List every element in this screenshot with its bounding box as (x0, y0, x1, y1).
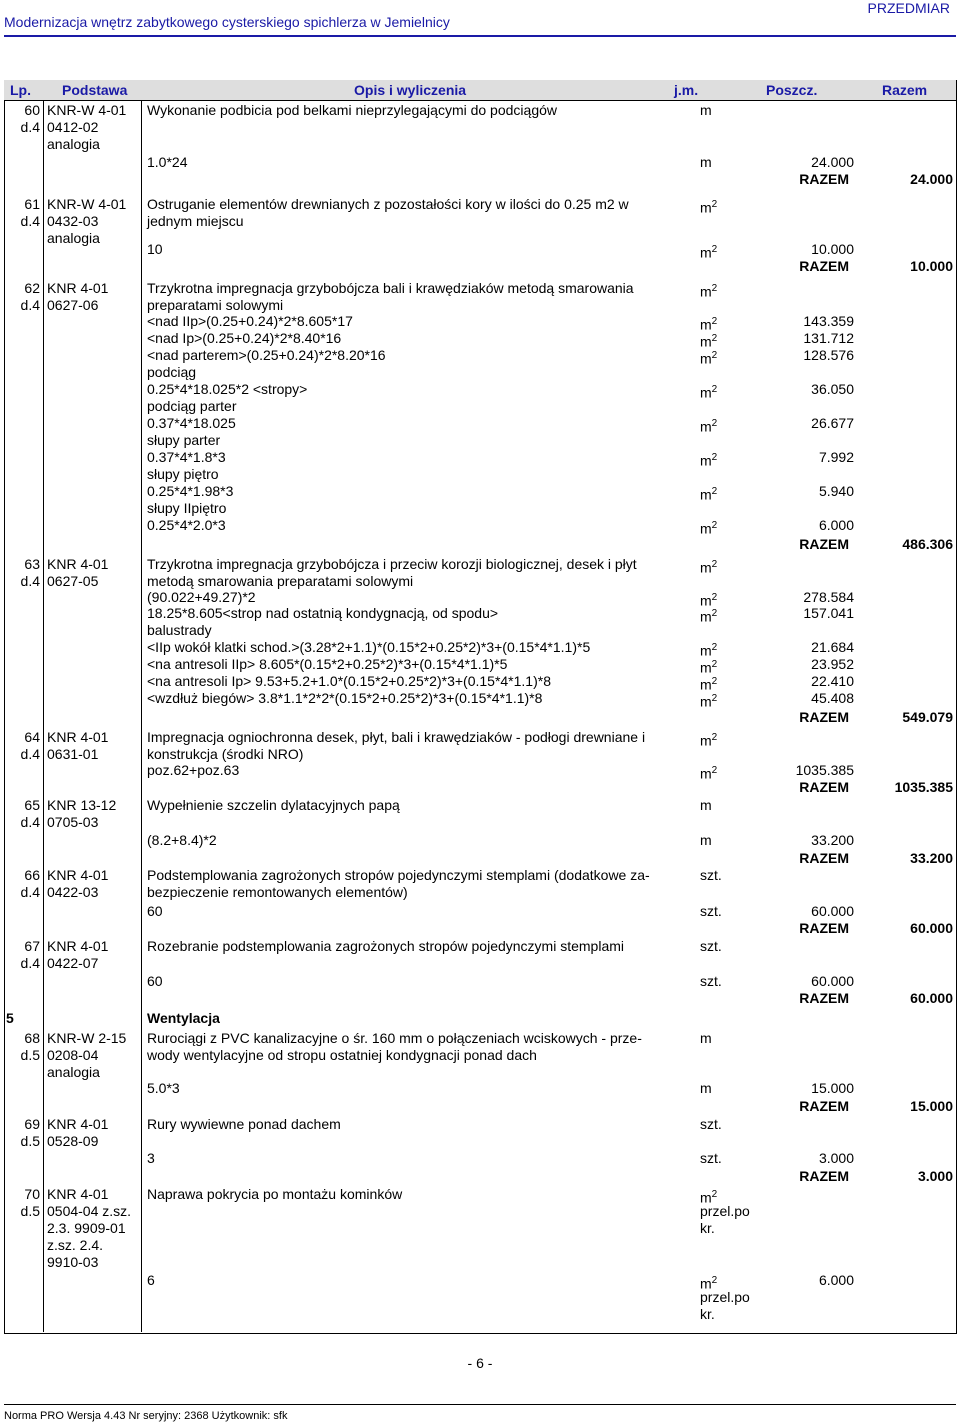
calc-value: 45.408 (811, 690, 854, 706)
item-code: KNR 4-01 (47, 1116, 109, 1132)
calc-line: podciąg (147, 364, 197, 380)
item-code: 0627-05 (47, 573, 99, 589)
item-code: KNR 4-01 (47, 556, 109, 572)
col-poszcz: Poszcz. (766, 82, 818, 98)
item-code: z.sz. 2.4. (47, 1237, 104, 1253)
item-description: Rurociągi z PVC kanalizacyjne o śr. 160 mm o połączeniach wciskowych - prze- (147, 1030, 642, 1046)
razem-label: RAZEM (799, 536, 849, 552)
razem-label: RAZEM (799, 779, 849, 795)
item-code: analogia (47, 136, 100, 152)
calc-unit: $m^2$ (700, 693, 718, 710)
calc-value: 60.000 (811, 973, 854, 989)
item-unit: kr. (700, 1220, 715, 1236)
razem-label: RAZEM (799, 1098, 849, 1114)
razem-label: RAZEM (799, 920, 849, 936)
item-code: 0208-04 (47, 1047, 99, 1063)
calc-unit: $m^2$ (700, 452, 718, 469)
item-description: Wykonanie podbicia pod belkami nieprzylegającymi do podciągów (147, 102, 557, 118)
item-code: analogia (47, 230, 100, 246)
calc-value: 10.000 (811, 241, 854, 257)
item-number: 61 (24, 196, 40, 212)
calc-line: 0.37*4*1.8*3 (147, 449, 226, 465)
calc-unit: $m^2$ (700, 316, 718, 333)
item-unit: szt. (700, 938, 722, 954)
razem-value: 549.079 (902, 709, 953, 725)
calc-value: 15.000 (811, 1080, 854, 1096)
calc-value: 24.000 (811, 154, 854, 170)
calc-unit: $m^2$ (700, 765, 718, 782)
item-number: 67 (24, 938, 40, 954)
item-chapter: d.4 (20, 297, 40, 313)
item-number: 68 (24, 1030, 40, 1046)
item-code: 0627-06 (47, 297, 99, 313)
calc-line: 18.25*8.605<strop nad ostatnią kondygnacją, od spodu> (147, 605, 499, 621)
col-opis: Opis i wyliczenia (354, 82, 467, 98)
calc-unit: $m^2$ (700, 608, 718, 625)
calc-line: 3 (147, 1150, 155, 1166)
item-code: 0504-04 z.sz. (47, 1203, 132, 1219)
razem-label: RAZEM (799, 850, 849, 866)
header-divider (4, 35, 956, 37)
calc-unit: m (700, 832, 712, 848)
calc-line: podciąg parter (147, 398, 237, 414)
razem-label: RAZEM (799, 258, 849, 274)
calc-line: 0.25*4*2.0*3 (147, 517, 226, 533)
calc-line: <nad Ip>(0.25+0.24)*2*8.40*16 (147, 330, 342, 346)
calc-unit: szt. (700, 973, 722, 989)
razem-value: 60.000 (910, 920, 953, 936)
item-code: KNR 4-01 (47, 729, 109, 745)
calc-value: 278.584 (803, 589, 854, 605)
item-code: KNR-W 4-01 (47, 102, 127, 118)
razem-value: 15.000 (910, 1098, 953, 1114)
razem-label: RAZEM (799, 709, 849, 725)
item-chapter: d.4 (20, 213, 40, 229)
item-code: KNR 4-01 (47, 1186, 109, 1202)
item-chapter: d.5 (20, 1133, 40, 1149)
item-description: konstrukcja (środki NRO) (147, 746, 304, 762)
item-unit: przel.po (700, 1203, 750, 1219)
razem-value: 60.000 (910, 990, 953, 1006)
calc-value: 3.000 (818, 1150, 854, 1166)
item-number: 70 (24, 1186, 40, 1202)
calc-line: 0.25*4*1.98*3 (147, 483, 234, 499)
calc-value: 36.050 (811, 381, 854, 397)
item-chapter: d.5 (20, 1203, 40, 1219)
calc-value: 6.000 (818, 1272, 854, 1288)
item-description: Naprawa pokrycia po montażu kominków (147, 1186, 403, 1202)
calc-line: poz.62+poz.63 (147, 762, 240, 778)
page-number: - 6 - (467, 1355, 493, 1371)
calc-unit: szt. (700, 903, 722, 919)
table-header (4, 80, 956, 101)
item-code: analogia (47, 1064, 100, 1080)
calc-unit: $m^2$ (700, 676, 718, 693)
item-unit: szt. (700, 867, 722, 883)
calc-unit: $m^2$ (700, 592, 718, 609)
calc-unit: $m^2$ (700, 659, 718, 676)
calc-value: 23.952 (811, 656, 854, 672)
item-unit: $m^2$ (700, 732, 718, 749)
item-code: 0631-01 (47, 746, 99, 762)
calc-line: (90.022+49.27)*2 (147, 589, 256, 605)
item-chapter: d.4 (20, 814, 40, 830)
calc-line: <na antresoli IIp> 8.605*(0.15*2+0.25*2)*3+(0.15*4*1.1)*5 (147, 656, 508, 672)
calc-unit: $m^2$ (700, 333, 718, 350)
item-description: Ostruganie elementów drewnianych z pozostałości kory w ilości do 0.25 m2 w (147, 196, 629, 212)
calc-line: <wzdłuż biegów> 3.8*1.1*2*2*(0.15*2+0.25*2)*3+(0.15*4*1.1)*8 (147, 690, 543, 706)
item-chapter: d.4 (20, 573, 40, 589)
col-divider (43, 100, 44, 1332)
calc-line: <nad IIp>(0.25+0.24)*2*8.605*17 (147, 313, 353, 329)
calc-value: 60.000 (811, 903, 854, 919)
calc-line: słupy IIpiętro (147, 500, 227, 516)
calc-value: 6.000 (818, 517, 854, 533)
razem-value: 486.306 (902, 536, 953, 552)
item-description: bezpieczenie remontowanych elementów) (147, 884, 408, 900)
calc-line: 0.37*4*18.025 (147, 415, 236, 431)
project-title: Modernizacja wnętrz zabytkowego cysterskiego spichlerza w Jemielnicy (4, 14, 450, 30)
razem-value: 1035.385 (894, 779, 953, 795)
calc-unit: przel.po (700, 1289, 750, 1305)
razem-value: 33.200 (910, 850, 953, 866)
item-description: metodą smarowania preparatami solowymi (147, 573, 414, 589)
item-description: Rozebranie podstemplowania zagrożonych stropów pojedynczymi stemplami (147, 938, 625, 954)
item-number: 62 (24, 280, 40, 296)
item-code: 0412-02 (47, 119, 99, 135)
section-title: Wentylacja (147, 1010, 220, 1026)
item-code: KNR 4-01 (47, 280, 109, 296)
item-description: preparatami solowymi (147, 297, 284, 313)
calc-value: 21.684 (811, 639, 854, 655)
item-code: KNR-W 4-01 (47, 196, 127, 212)
calc-value: 131.712 (803, 330, 854, 346)
item-description: Trzykrotna impregnacja grzybobójcza bali i krawędziaków metodą smarowania (147, 280, 634, 296)
calc-value: 157.041 (803, 605, 854, 621)
calc-value: 128.576 (803, 347, 854, 363)
calc-unit: kr. (700, 1306, 715, 1322)
item-code: 0422-07 (47, 955, 99, 971)
razem-label: RAZEM (799, 990, 849, 1006)
item-chapter: d.4 (20, 119, 40, 135)
item-code: 9910-03 (47, 1254, 99, 1270)
item-description: Trzykrotna impregnacja grzybobójcza i przeciw korozji biologicznej, desek i płyt (147, 556, 637, 572)
item-code: KNR-W 2-15 (47, 1030, 127, 1046)
item-unit: $m^2$ (700, 1189, 718, 1206)
item-code: KNR 4-01 (47, 867, 109, 883)
item-code: KNR 4-01 (47, 938, 109, 954)
calc-line: <IIp wokół klatki schod.>(3.28*2+1.1)*(0.15*2+0.25*2)*3+(0.15*4*1.1)*5 (147, 639, 591, 655)
calc-line: 0.25*4*18.025*2 <stropy> (147, 381, 308, 397)
item-code: 0705-03 (47, 814, 99, 830)
calc-unit: m (700, 1080, 712, 1096)
calc-line: 5.0*3 (147, 1080, 180, 1096)
calc-line: 60 (147, 973, 163, 989)
razem-label: RAZEM (799, 1168, 849, 1184)
calc-line: 1.0*24 (147, 154, 188, 170)
calc-unit: $m^2$ (700, 520, 718, 537)
item-description: wody wentylacyjne od stropu ostatniej kondygnacji ponad dach (147, 1047, 537, 1063)
item-number: 60 (24, 102, 40, 118)
calc-value: 143.359 (803, 313, 854, 329)
calc-unit: $m^2$ (700, 244, 718, 261)
item-code: 2.3. 9909-01 (47, 1220, 126, 1236)
item-number: 63 (24, 556, 40, 572)
col-jm: j.m. (674, 82, 699, 98)
item-description: Impregnacja ogniochronna desek, płyt, bali i krawędziaków - podłogi drewniane i (147, 729, 646, 745)
item-unit: $m^2$ (700, 283, 718, 300)
calc-value: 22.410 (811, 673, 854, 689)
calc-unit: $m^2$ (700, 418, 718, 435)
razem-label: RAZEM (799, 171, 849, 187)
col-podstawa: Podstawa (62, 82, 128, 98)
calc-line: słupy parter (147, 432, 221, 448)
calc-unit: szt. (700, 1150, 722, 1166)
item-unit: m (700, 1030, 712, 1046)
item-code: 0432-03 (47, 213, 99, 229)
item-unit: $m^2$ (700, 199, 718, 216)
calc-value: 26.677 (811, 415, 854, 431)
razem-value: 3.000 (917, 1168, 953, 1184)
razem-value: 10.000 (910, 258, 953, 274)
item-description: jednym miejscu (147, 213, 244, 229)
page-header (4, 0, 956, 36)
calc-value: 7.992 (818, 449, 854, 465)
calc-value: 5.940 (818, 483, 854, 499)
calc-unit: m (700, 154, 712, 170)
calc-line: (8.2+8.4)*2 (147, 832, 217, 848)
item-number: 64 (24, 729, 40, 745)
calc-line: 60 (147, 903, 163, 919)
calc-line: <na antresoli Ip> 9.53+5.2+1.0*(0.15*2+0.25*2)*3+(0.15*4*1.1)*8 (147, 673, 551, 689)
col-divider (141, 100, 142, 1332)
calc-line: balustrady (147, 622, 212, 638)
calc-line: 6 (147, 1272, 155, 1288)
calc-value: 33.200 (811, 832, 854, 848)
item-description: Podstemplowania zagrożonych stropów pojedynczymi stemplami (dodatkowe za- (147, 867, 650, 883)
document-type: PRZEDMIAR (867, 0, 950, 16)
item-chapter: d.4 (20, 884, 40, 900)
razem-value: 24.000 (910, 171, 953, 187)
calc-unit: $m^2$ (700, 350, 718, 367)
calc-line: <nad parterem>(0.25+0.24)*2*8.20*16 (147, 347, 386, 363)
calc-unit: $m^2$ (700, 384, 718, 401)
calc-value: 1035.385 (795, 762, 854, 778)
calc-line: 10 (147, 241, 163, 257)
item-number: 69 (24, 1116, 40, 1132)
col-lp: Lp. (10, 82, 31, 98)
item-chapter: d.4 (20, 746, 40, 762)
item-description: Wypełnienie szczelin dylatacyjnych papą (147, 797, 400, 813)
footer: Norma PRO Wersja 4.43 Nr seryjny: 2368 Użytkownik: sfk (4, 1404, 956, 1422)
item-chapter: d.4 (20, 955, 40, 971)
item-code: 0528-09 (47, 1133, 99, 1149)
item-unit: m (700, 797, 712, 813)
item-chapter: d.5 (20, 1047, 40, 1063)
section-number: 5 (6, 1010, 14, 1026)
item-unit: $m^2$ (700, 559, 718, 576)
item-unit: szt. (700, 1116, 722, 1132)
item-number: 65 (24, 797, 40, 813)
calc-unit: $m^2$ (700, 486, 718, 503)
item-unit: m (700, 102, 712, 118)
calc-unit: $m^2$ (700, 1275, 718, 1292)
calc-unit: $m^2$ (700, 642, 718, 659)
item-code: KNR 13-12 (47, 797, 117, 813)
item-number: 66 (24, 867, 40, 883)
col-razem: Razem (882, 82, 928, 98)
item-description: Rury wywiewne ponad dachem (147, 1116, 341, 1132)
calc-line: słupy piętro (147, 466, 219, 482)
item-code: 0422-03 (47, 884, 99, 900)
